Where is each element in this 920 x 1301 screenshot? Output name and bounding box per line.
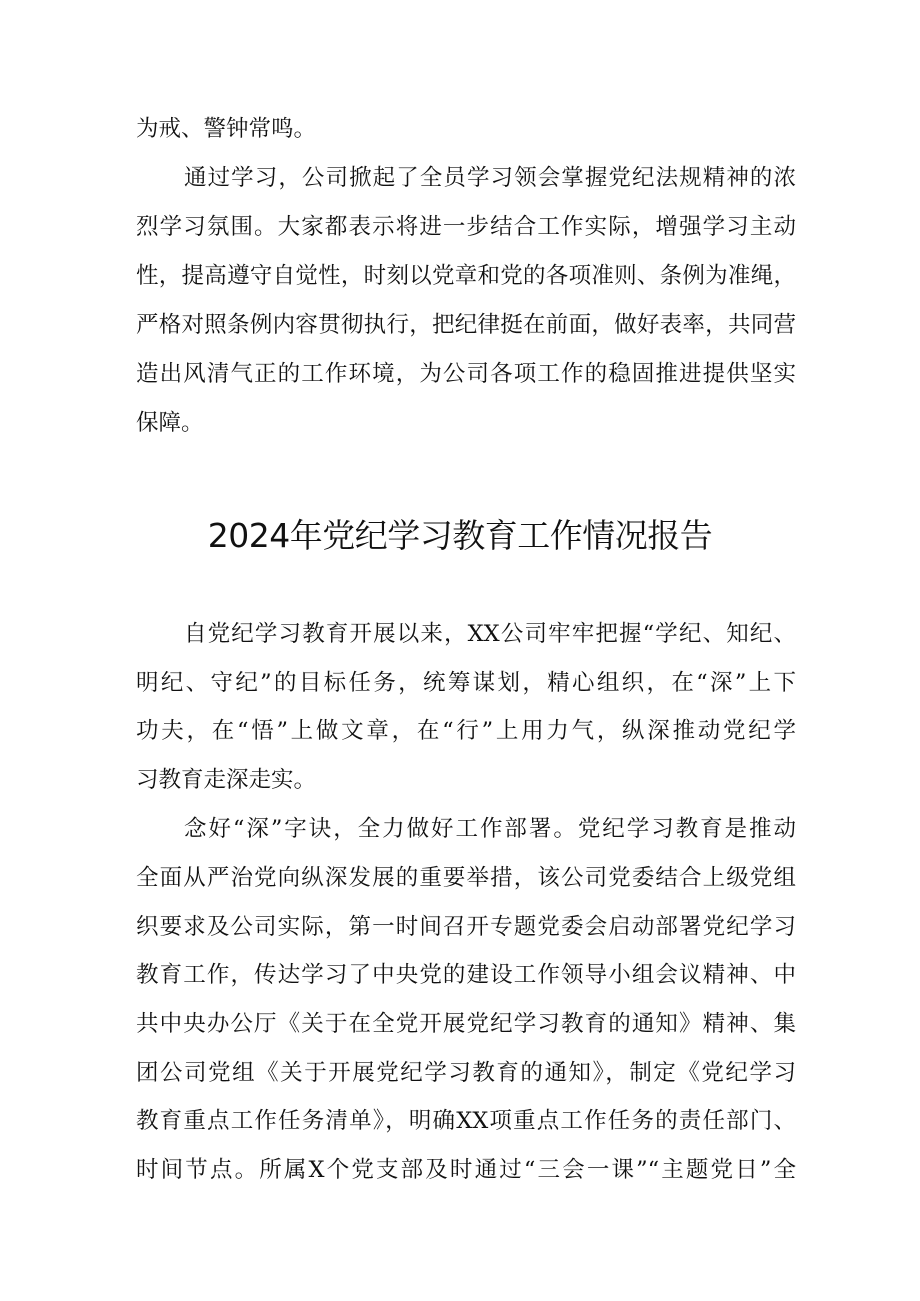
- text-line: 共中央办公厅《关于在全党开展党纪学习教育的通知》精神、集: [136, 1011, 796, 1037]
- text-line: 全面从严治党向纵深发展的重要举措，该公司党委结合上级党组: [136, 865, 796, 891]
- text-line: 教育重点工作任务清单》，明确XX项重点工作任务的责任部门、: [136, 1108, 796, 1134]
- text-line: 通过学习，公司掀起了全员学习领会掌握党纪法规精神的浓: [184, 165, 796, 191]
- text-line: 织要求及公司实际，第一时间召开专题党委会启动部署党纪学习: [136, 914, 796, 940]
- text-line: 团公司党组《关于开展党纪学习教育的通知》，制定《党纪学习: [136, 1060, 796, 1086]
- text-line: 念好“深”字诀，全力做好工作部署。党纪学习教育是推动: [184, 816, 796, 842]
- text-line: 性，提高遵守自觉性，时刻以党章和党的各项准则、条例为准绳，: [136, 263, 796, 289]
- text-line: 造出风清气正的工作环境，为公司各项工作的稳固推进提供坚实: [136, 361, 796, 387]
- text-line: 习教育走深走实。: [136, 767, 317, 793]
- text-line: 明纪、守纪”的目标任务，统筹谋划，精心组织，在“深”上下: [136, 670, 796, 696]
- text-line: 严格对照条例内容贯彻执行，把纪律挺在前面，做好表率，共同营: [136, 312, 796, 338]
- text-line: 烈学习氛围。大家都表示将进一步结合工作实际，增强学习主动: [136, 214, 796, 240]
- text-line: 为戒、警钟常鸣。: [136, 116, 317, 142]
- text-line: 功夫，在“悟”上做文章，在“行”上用力气，纵深推动党纪学: [136, 718, 796, 744]
- text-line: 自党纪学习教育开展以来，XX公司牢牢把握“学纪、知纪、: [184, 621, 796, 647]
- report-title: 2024年党纪学习教育工作情况报告: [207, 516, 713, 555]
- text-line: 教育工作，传达学习了中央党的建设工作领导小组会议精神、中: [136, 962, 796, 988]
- text-line: 保障。: [136, 410, 204, 436]
- text-line: 时间节点。所属X个党支部及时通过“三会一课”“主题党日”全: [136, 1157, 796, 1183]
